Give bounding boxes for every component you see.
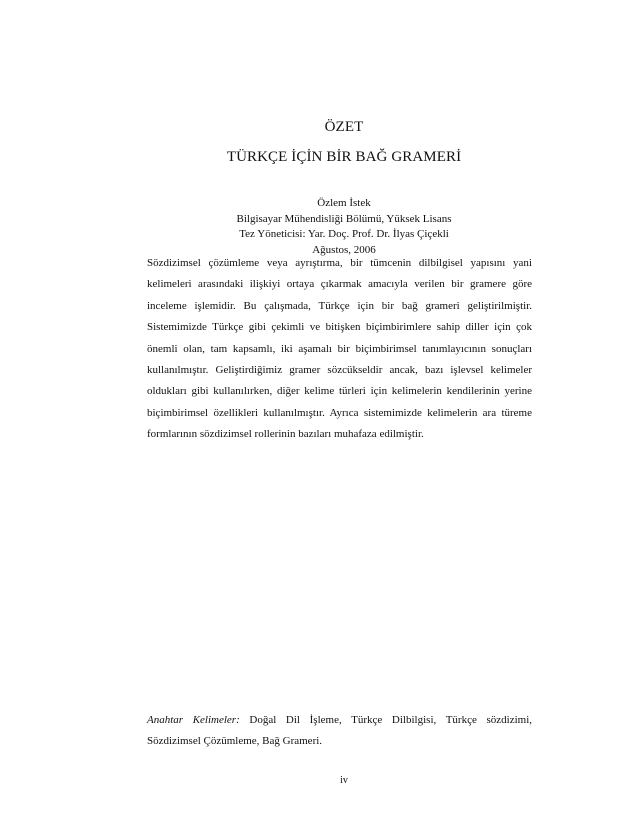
keywords-label: Anahtar Kelimeler: <box>147 714 240 726</box>
author-info-block <box>25 196 638 258</box>
keywords-paragraph <box>147 710 532 753</box>
author-name: Özlem İstek <box>317 197 371 209</box>
page-number: iv <box>340 775 348 786</box>
section-heading: ÖZET <box>324 119 364 135</box>
abstract-paragraph: Sözdizimsel çözümleme veya ayrıştırma, bir tümcenin dilbilgisel yapısını yani kelimeleri arasındaki ilişkiyi ortaya çıkarmak amacıyla verilen bir gramere göre inceleme işlemidir. Bu çalışmada, Türkçe için bir bağ grameri geliştirilmiştir. Sistemimizde Türkçe gibi çekimli ve bitişken biçimbirimlere sahip diller için çok önemli olan, tam kapsamlı, iki aşamalı bir biçimbirimsel tanımlayıcının sonuçları kullanılmıştır. Geliştirdiğimiz gramer sözcükseldir ancak, bazı işlevsel kelimeler oldukları gibi kullanılırken, diğer kelime türleri için kelimelerin kendilerinin yerine biçimbirimsel özellikleri kullanılmıştır. Ayrıca sistemimizde kelimelerin ara türeme formlarının sözdizimsel rollerinin bazıları muhafaza edilmiştir. <box>147 257 532 441</box>
department: Bilgisayar Mühendisliği Bölümü, Yüksek Lisans <box>236 212 452 225</box>
date: Ağustos, 2006 <box>312 243 376 256</box>
keywords-text: Doğal Dil İşleme, Türkçe Dilbilgisi, Türkçe sözdizimi, Sözdizimsel Çözümleme, Bağ Grameri. <box>147 714 532 748</box>
thesis-title: TÜRKÇE İÇİN BİR BAĞ GRAMERİ <box>226 149 462 165</box>
supervisor: Tez Yöneticisi: Yar. Doç. Prof. Dr. İlyas Çiçekli <box>239 228 449 240</box>
